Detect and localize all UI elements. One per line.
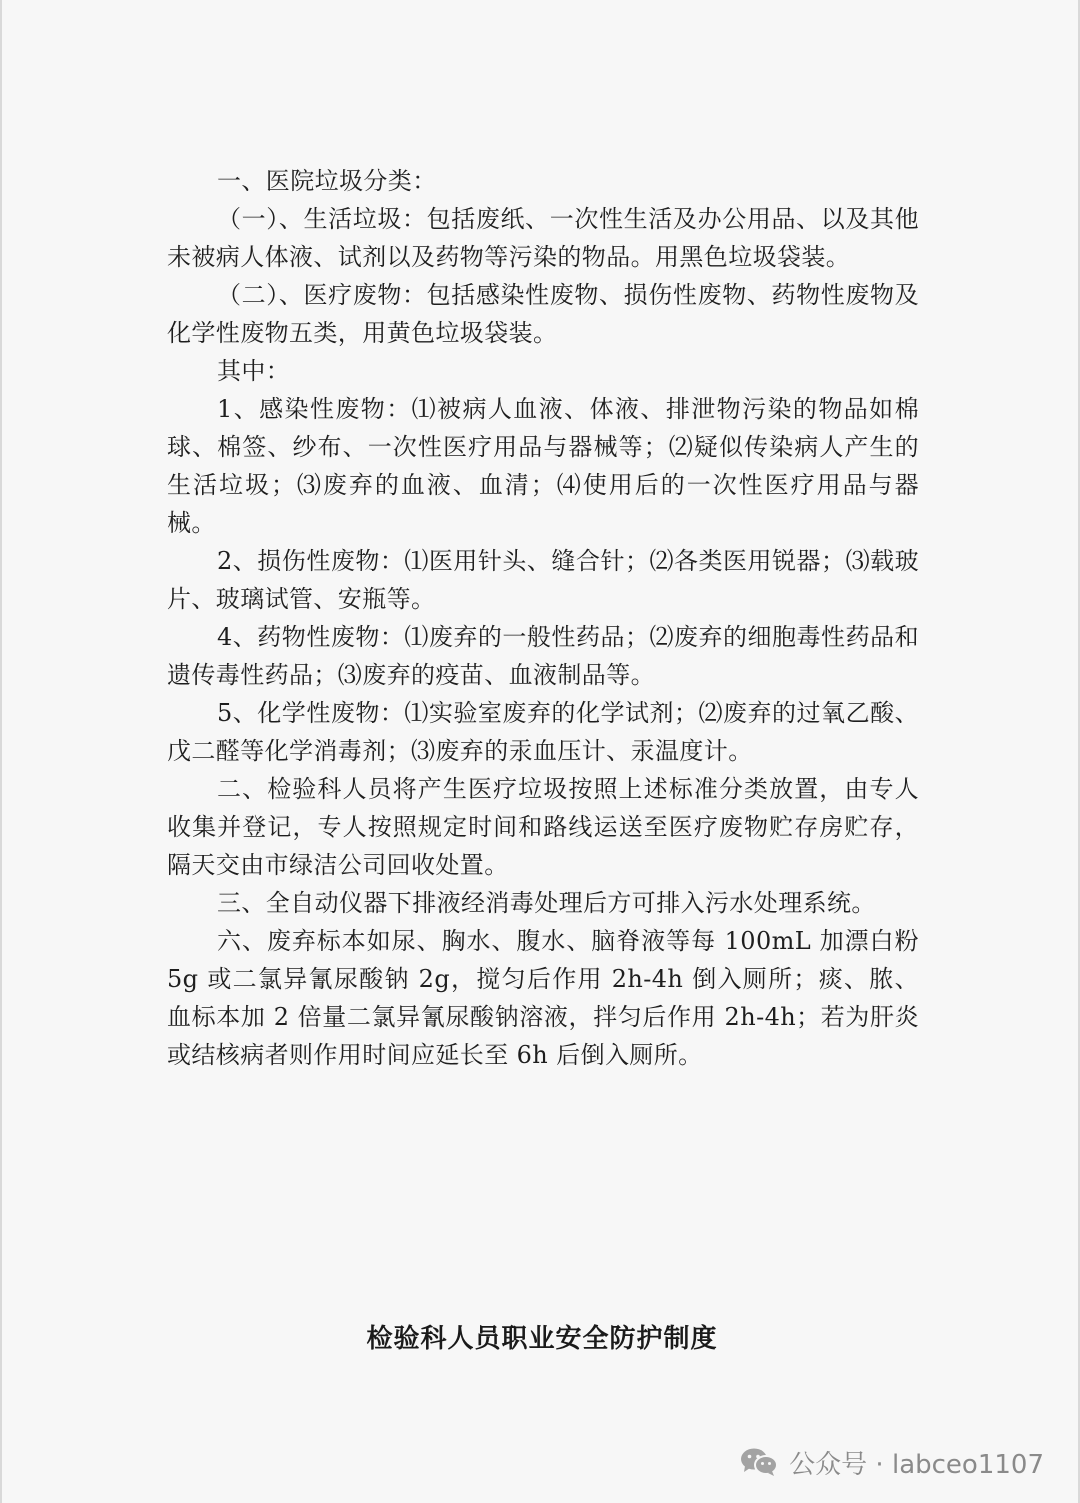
paragraph-medical-waste: （二）、医疗废物：包括感染性废物、损伤性废物、药物性废物及化学性废物五类，用黄色垃圾袋装。	[167, 281, 919, 347]
paragraph-collection: 二、检验科人员将产生医疗垃圾按照上述标准分类放置，由专人收集并登记，专人按照规定时间和路线运送至医疗废物贮存房贮存，隔天交由市绿洁公司回收处置。	[167, 775, 919, 879]
paragraph-drainage: 三、全自动仪器下排液经消毒处理后方可排入污水处理系统。	[217, 889, 876, 917]
paragraph-specimen-disposal: 六、废弃标本如尿、胸水、腹水、脑脊液等每 100mL 加漂白粉 5g 或二氯异氰尿酸钠 2g，搅匀后作用 2h-4h 倒入厕所；痰、脓、血标本加 2 倍量二氯异氰尿酸钠溶液，拌匀后作用 2h-4h；若为肝炎或结核病者则作用时间应延长至 6h 后倒入厕所。	[167, 927, 919, 1069]
paragraph-pharmaceutical-waste: 4、药物性废物：⑴废弃的一般性药品；⑵废弃的细胞毒性药品和遗传毒性药品；⑶废弃的疫苗、血液制品等。	[167, 623, 919, 689]
paragraph-infectious-waste: 1、感染性废物：⑴被病人血液、体液、排泄物污染的物品如棉球、棉签、纱布、一次性医疗用品与器械等；⑵疑似传染病人产生的生活垃圾；⑶废弃的血液、血清；⑷使用后的一次性医疗用品与器械。	[167, 395, 919, 537]
wechat-icon	[739, 1446, 779, 1478]
watermark	[739, 1442, 1044, 1482]
paragraph-injurious-waste: 2、损伤性废物：⑴医用针头、缝合针；⑵各类医用锐器；⑶载玻片、玻璃试管、安瓶等。	[167, 547, 919, 613]
watermark-text: 公众号 · labceo1107	[789, 1449, 1044, 1480]
paragraph-heading-1: 一、医院垃圾分类：	[217, 167, 437, 195]
paragraph-household-waste: （一）、生活垃圾：包括废纸、一次性生活及办公用品、以及其他未被病人体液、试剂以及药物等污染的物品。用黑色垃圾袋装。	[167, 205, 919, 271]
section-title: 检验科人员职业安全防护制度	[366, 1324, 718, 1354]
paragraph-chemical-waste: 5、化学性废物：⑴实验室废弃的化学试剂；⑵废弃的过氧乙酸、戊二醛等化学消毒剂；⑶废弃的汞血压计、汞温度计。	[167, 699, 919, 765]
paragraph-among-them: 其中：	[217, 357, 291, 385]
document-body	[167, 160, 919, 1074]
